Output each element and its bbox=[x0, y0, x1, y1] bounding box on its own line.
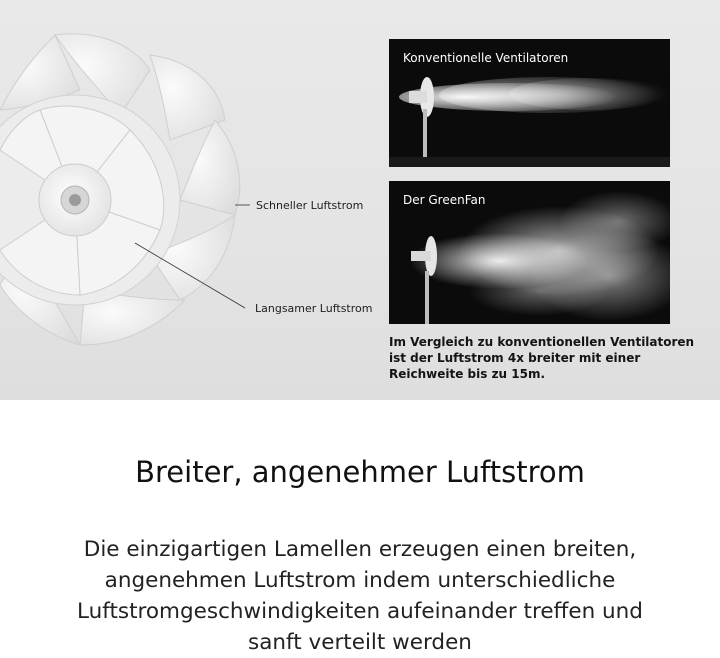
conventional-fan-image bbox=[389, 39, 670, 167]
conventional-fan-title: Konventionelle Ventilatoren bbox=[403, 51, 569, 65]
greenfan-title: Der GreenFan bbox=[403, 193, 486, 207]
greenfan-image bbox=[389, 181, 670, 324]
fast-airflow-label: Schneller Luftstrom bbox=[256, 199, 364, 212]
section-description: Die einzigartigen Lamellen erzeugen einen breiten, angenehmen Luftstrom indem unterschiedliche Luftstromgeschwindigkeiten aufeinander treffen und sanft verteilt werden bbox=[77, 537, 643, 655]
comparison-caption: Im Vergleich zu konventionellen Ventilatoren ist der Luftstrom 4x breiter mit einer Reichweite bis zu 15m. bbox=[389, 335, 695, 381]
section-headline: Breiter, angenehmer Luftstrom bbox=[135, 455, 585, 489]
slow-airflow-label: Langsamer Luftstrom bbox=[255, 302, 373, 315]
